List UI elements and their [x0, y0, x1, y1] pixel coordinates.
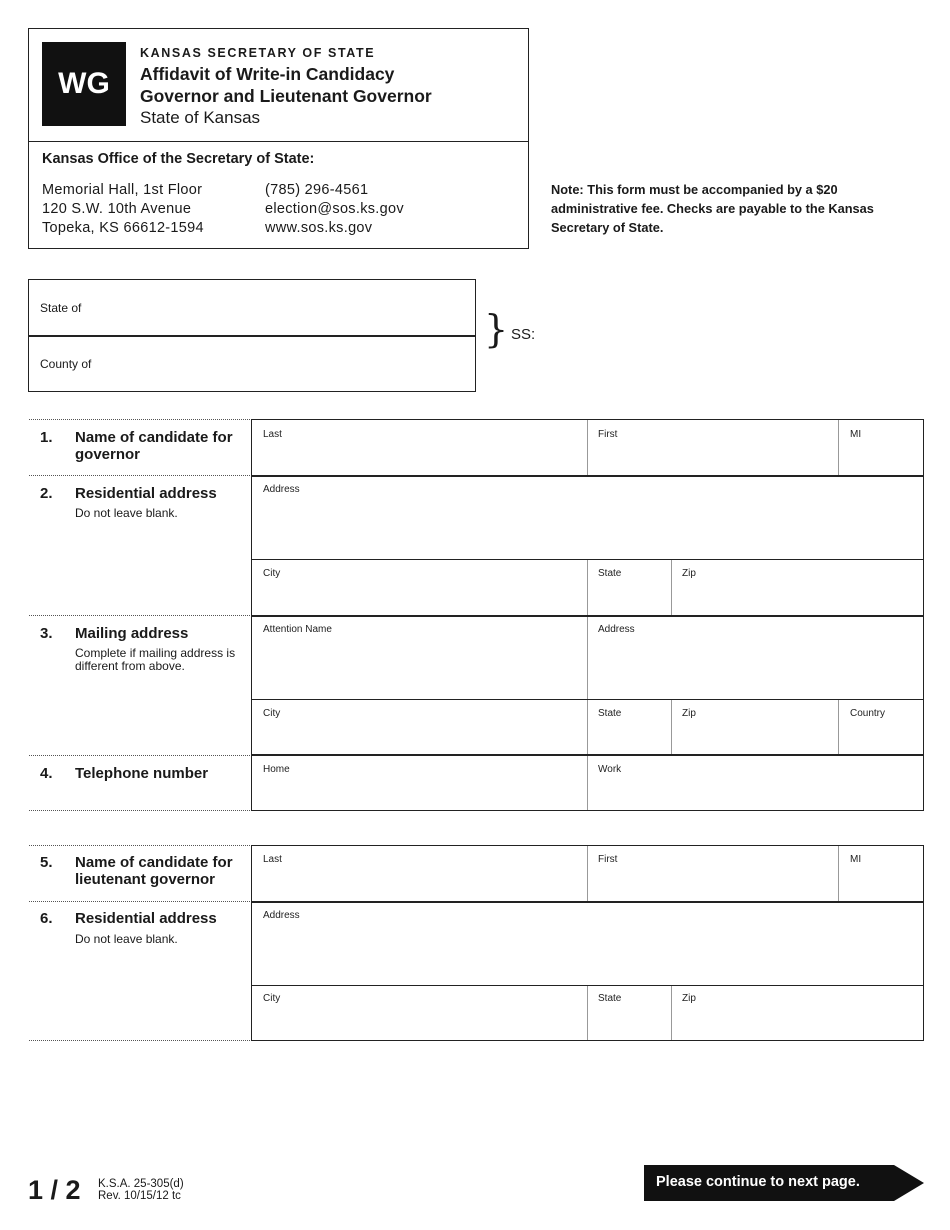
dotted-divider [29, 1040, 250, 1041]
mailing-country-input[interactable] [840, 722, 922, 753]
governor-address-input[interactable] [253, 498, 922, 557]
page-number: 1 / 2 [28, 1175, 81, 1205]
column-divider [587, 617, 588, 699]
section-hint: Do not leave blank. [75, 506, 178, 520]
website-text: www.sos.ks.gov [265, 220, 373, 236]
field-label: First [598, 854, 618, 865]
section-number: 1. [40, 429, 53, 446]
field-label: Home [263, 764, 290, 775]
field-label: Address [263, 910, 300, 921]
header-box [28, 28, 529, 249]
field-label: First [598, 429, 618, 440]
column-divider [838, 420, 839, 475]
phone-text: (785) 296-4561 [265, 182, 369, 198]
office-title: Kansas Office of the Secretary of State: [42, 151, 315, 167]
state-of-field[interactable] [110, 281, 474, 335]
lt-governor-state-input[interactable] [589, 1007, 670, 1039]
county-of-field[interactable] [110, 337, 474, 390]
dotted-divider [29, 845, 250, 846]
section-label: Residential address [75, 485, 217, 502]
field-label: MI [850, 429, 862, 440]
column-divider [838, 700, 839, 754]
field-label: Attention Name [263, 624, 332, 635]
mailing-address-input[interactable] [589, 638, 922, 697]
governor-last-name-input[interactable] [253, 443, 586, 473]
address-line: 120 S.W. 10th Avenue [42, 201, 192, 217]
field-label: Address [263, 484, 300, 495]
governor-city-input[interactable] [253, 582, 586, 613]
home-phone-input[interactable] [253, 778, 586, 809]
field-label: Last [263, 854, 282, 865]
lt-governor-first-name-input[interactable] [589, 868, 837, 899]
section-number: 5. [40, 854, 53, 871]
column-divider [671, 700, 672, 754]
field-label: State [598, 993, 622, 1004]
mailing-city-input[interactable] [253, 722, 586, 753]
dotted-divider [29, 810, 250, 811]
column-divider [671, 986, 672, 1040]
row-divider [251, 475, 924, 477]
dotted-divider [29, 755, 250, 756]
form-title-line2: Governor and Lieutenant Governor [140, 86, 432, 106]
field-label: Zip [682, 708, 696, 719]
column-divider [587, 846, 588, 901]
work-phone-input[interactable] [589, 778, 922, 809]
field-label: Country [850, 708, 886, 719]
column-divider [587, 756, 588, 810]
field-label: Last [263, 429, 282, 440]
field-label: State [598, 708, 622, 719]
state-of-label: State of [40, 301, 82, 315]
fee-note: Note: This form must be accompanied by a $20 administrative fee. Checks are payable to the Kansas Secretary of State. [551, 182, 874, 235]
mailing-zip-input[interactable] [673, 722, 837, 753]
revision-text: Rev. 10/15/12 tc [98, 1190, 181, 1202]
field-label: Work [598, 764, 622, 775]
email-text: election@sos.ks.gov [265, 201, 404, 217]
ss-label: SS: [511, 326, 536, 343]
dotted-divider [29, 901, 250, 902]
section-number: 2. [40, 485, 53, 502]
section-hint: Do not leave blank. [75, 932, 178, 946]
section-number: 3. [40, 625, 53, 642]
field-label: City [263, 568, 281, 579]
agency-name: KANSAS SECRETARY OF STATE [140, 46, 376, 60]
governor-zip-input[interactable] [673, 582, 922, 613]
lt-governor-zip-input[interactable] [673, 1007, 922, 1039]
address-line: Topeka, KS 66612-1594 [42, 220, 204, 236]
mailing-attention-input[interactable] [253, 638, 586, 697]
column-divider [671, 560, 672, 615]
mailing-state-input[interactable] [589, 722, 670, 753]
dotted-divider [29, 615, 250, 616]
section-label: Residential address [75, 910, 217, 927]
row-divider [251, 901, 924, 903]
column-divider [587, 420, 588, 475]
county-of-label: County of [40, 357, 92, 371]
field-label: State [598, 568, 622, 579]
field-label: City [263, 993, 281, 1004]
section-label: Telephone number [75, 765, 209, 782]
section-label: Name of candidate for lieutenant governor [75, 854, 233, 888]
statute-text: K.S.A. 25-305(d) [98, 1178, 184, 1190]
field-label: Zip [682, 993, 696, 1004]
section-label: Name of candidate for governor [75, 429, 233, 463]
column-divider [587, 986, 588, 1040]
field-label: MI [850, 854, 862, 865]
continue-label: Please continue to next page. [656, 1174, 860, 1190]
form-badge: WG [42, 42, 126, 126]
column-divider [587, 700, 588, 754]
section-hint: Complete if mailing address is different from above. [75, 646, 236, 673]
brace-symbol: } [484, 307, 509, 351]
form-subtitle: State of Kansas [140, 108, 261, 127]
statute-reference [98, 1178, 184, 1202]
section-number: 6. [40, 910, 53, 927]
governor-state-input[interactable] [589, 582, 670, 613]
address-line: Memorial Hall, 1st Floor [42, 182, 203, 198]
lt-governor-mi-input[interactable] [840, 868, 922, 899]
column-divider [838, 846, 839, 901]
lt-governor-last-name-input[interactable] [253, 868, 586, 899]
lt-governor-address-input[interactable] [253, 924, 922, 983]
lt-governor-city-input[interactable] [253, 1007, 586, 1039]
form-title: Affidavit of Write-in Candidacy [140, 64, 395, 84]
governor-first-name-input[interactable] [589, 443, 837, 473]
column-divider [587, 560, 588, 615]
section-label: Mailing address [75, 625, 189, 642]
field-label: Zip [682, 568, 696, 579]
section-number: 4. [40, 765, 53, 782]
dotted-divider [29, 475, 250, 476]
dotted-divider [29, 419, 250, 420]
header-divider [29, 141, 528, 142]
field-label: City [263, 708, 281, 719]
governor-mi-input[interactable] [840, 443, 922, 473]
field-label: Address [598, 624, 635, 635]
